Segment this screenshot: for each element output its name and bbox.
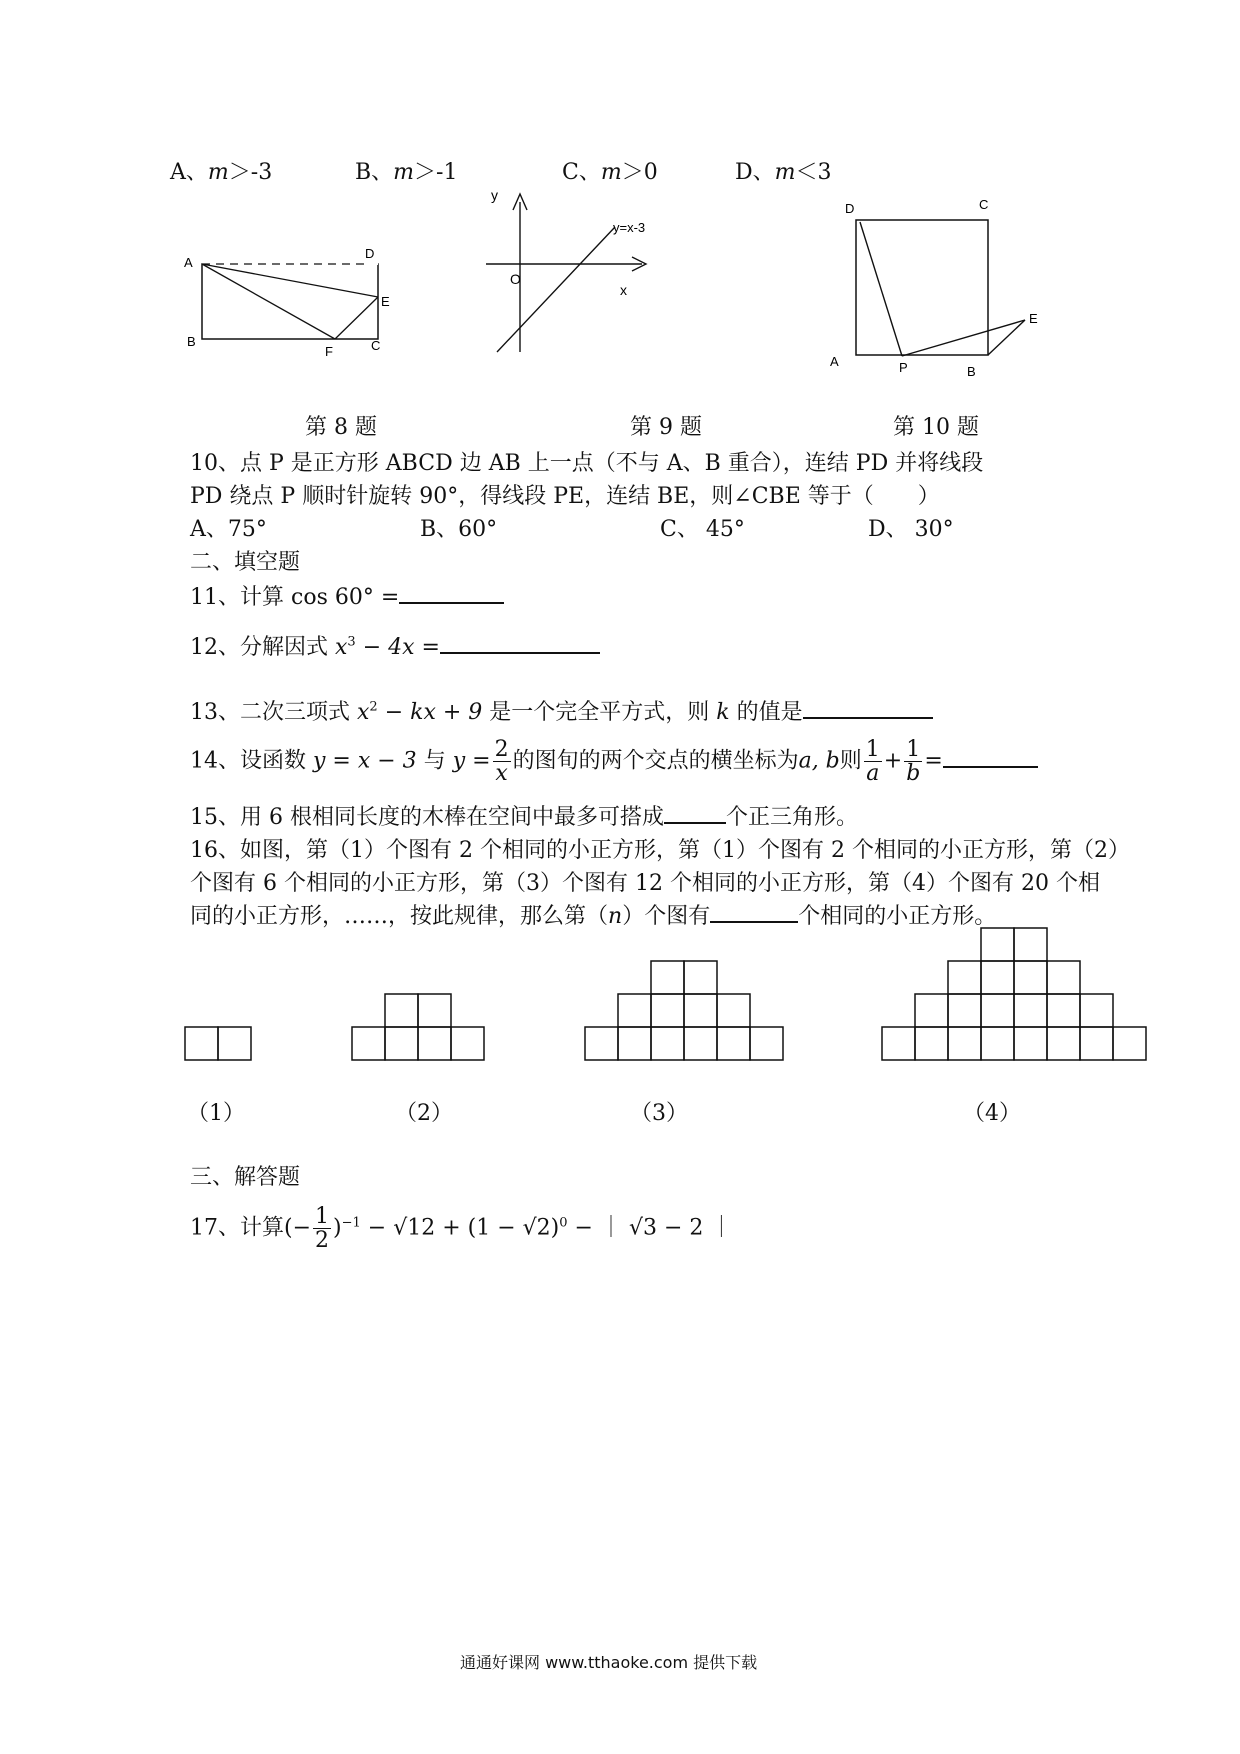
fig16-caption-4: （4） — [963, 1101, 1021, 1126]
q10-line1: 10、点 P 是正方形 ABCD 边 AB 上一点（不与 A、B 重合），连结 PD 并将线段 — [190, 451, 984, 476]
q15-answer-blank[interactable] — [664, 802, 726, 824]
caption-fig10: 第 10 题 — [893, 415, 979, 440]
q15: 15、用 6 根相同长度的木棒在空间中最多可搭成 个正三角形。 — [190, 800, 858, 831]
q17: 17、计算(− $\frac{1}{2}$ )$^{-1} - √12 + (1 - √2)^0$ − ｜ √3 − 2 ｜ — [190, 1204, 733, 1254]
option-a: A、m＞-3 — [170, 160, 273, 185]
fig16-caption-2: （2） — [395, 1101, 453, 1126]
q14-answer-blank[interactable] — [943, 746, 1038, 768]
fig9-label-origin: O — [510, 271, 521, 287]
q10-option-b: B、60° — [420, 517, 498, 542]
q13-answer-blank[interactable] — [803, 697, 933, 719]
q16-line2: 个图有 6 个相同的小正方形，第（3）个图有 12 个相同的小正方形，第（4）个图有 20 个相 — [190, 871, 1100, 896]
fig8-label-e: E — [381, 294, 390, 309]
q13: 13、二次三项式 $x^2$ − kx + 9 是一个完全平方式，则 k 的值是 — [190, 695, 933, 726]
q16-line3: 同的小正方形，……，按此规律，那么第（n）个图有 个相同的小正方形。 — [190, 899, 996, 930]
q11-answer-blank[interactable] — [399, 582, 504, 604]
q14: 14、设函数 y = x − 3 与 y = $\frac{2}{x}$ 的图旬的两个交点的横坐标为a, b则 $\frac{1}{a}$ + $\frac{1}{b}$ = — [190, 738, 1038, 785]
fig10-label-c: C — [979, 197, 989, 212]
caption-fig8: 第 8 题 — [305, 415, 377, 440]
fig10-label-b: B — [967, 364, 976, 379]
q10-option-a: A、75° — [190, 517, 267, 542]
figure-16-squares — [180, 920, 1180, 1070]
fig8-label-c: C — [371, 338, 381, 353]
figure-8 — [175, 240, 405, 365]
q16-line1: 16、如图，第（1）个图有 2 个相同的小正方形，第（1）个图有 2 个相同的小正方形，第（2） — [190, 838, 1130, 863]
section-solve-title: 三、解答题 — [190, 1165, 301, 1190]
q10-option-c: C、 45° — [660, 517, 745, 542]
fig8-label-d: D — [365, 246, 375, 261]
q12: 12、分解因式 $x^3 - 4x$ = — [190, 630, 600, 661]
fig10-label-e: E — [1029, 311, 1038, 326]
fig9-label-y: y — [491, 187, 498, 203]
figure-9 — [480, 180, 680, 360]
fig16-caption-3: （3） — [630, 1101, 688, 1126]
q12-answer-blank[interactable] — [440, 632, 600, 654]
option-d: D、m＜3 — [735, 160, 832, 185]
fig10-label-a: A — [830, 354, 839, 369]
figure-10 — [815, 190, 1055, 390]
fig8-label-f: F — [325, 344, 333, 359]
fig10-label-d: D — [845, 201, 855, 216]
fig8-label-b: B — [187, 334, 196, 349]
fig9-label-x: x — [620, 282, 627, 298]
fig10-label-p: P — [899, 360, 908, 375]
fig9-label-line: y=x-3 — [613, 220, 646, 235]
caption-fig9: 第 9 题 — [630, 415, 702, 440]
fig16-caption-1: （1） — [187, 1101, 245, 1126]
q11: 11、计算 cos 60° = — [190, 580, 504, 611]
fig8-label-a: A — [184, 255, 193, 270]
option-b: B、m＞-1 — [355, 160, 458, 185]
q10-option-d: D、 30° — [868, 517, 954, 542]
option-c: C、m＞0 — [562, 160, 658, 185]
q10-line2: PD 绕点 P 顺时针旋转 90°，得线段 PE，连结 BE，则∠CBE 等于（ ） — [190, 484, 940, 509]
section-fill-in-title: 二、填空题 — [190, 550, 301, 575]
page-footer: 通通好课网 www.tthaoke.com 提供下载 — [460, 1653, 758, 1672]
